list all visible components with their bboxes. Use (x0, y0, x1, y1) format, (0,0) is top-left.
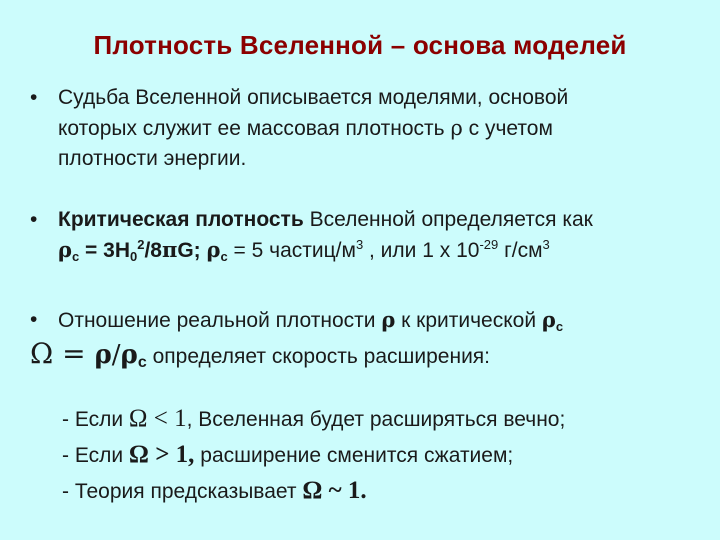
bullet1-line3: плотности энергии. (58, 147, 247, 170)
rho-symbol: ρ (94, 340, 112, 370)
omega-symbol: Ω (30, 337, 54, 370)
cases-list (62, 401, 565, 509)
slide-title: Плотность Вселенной – основа моделей (93, 30, 627, 60)
density-value: = 5 частиц/м (227, 239, 356, 262)
bullet-marker: • (30, 308, 38, 331)
density-unit: г/см (498, 239, 543, 262)
case-item-contraction (62, 437, 565, 473)
slash: / (111, 340, 121, 370)
formula-part: /8 (144, 239, 162, 262)
bullet-marker: • (30, 86, 38, 109)
bullet-marker: • (30, 208, 38, 231)
rho-symbol: ρ (120, 340, 138, 370)
superscript-3: 3 (355, 237, 364, 252)
rho-symbol: ρ (206, 237, 221, 262)
formula-part: = 3H (79, 239, 130, 262)
density-alt: , или 1 х 10 (363, 239, 480, 262)
rho-symbol: ρ (381, 307, 396, 332)
bullet3-line1: Отношение реальной плотности (58, 309, 382, 332)
case-text: расширение сменится сжатием; (194, 444, 514, 467)
bullet3-line1-mid: к критической (395, 309, 542, 332)
case-text: , Вселенная будет расширяться вечно; (186, 408, 566, 431)
rho-symbol: ρ (58, 237, 72, 262)
case-item-expand-forever (62, 401, 565, 437)
bullet-critical-density (30, 205, 690, 268)
exponent: -29 (479, 237, 499, 252)
equals-sign: = (53, 337, 95, 370)
case-prefix: - Если (62, 408, 129, 431)
superscript-2: 2 (137, 237, 145, 252)
omega-definition (30, 338, 710, 375)
critical-density-term: Критическая плотность (58, 208, 304, 231)
pi-symbol: π (161, 237, 178, 262)
bullet2-line1: Вселенной определяется как (303, 208, 593, 231)
superscript-3: 3 (542, 237, 550, 252)
rho-symbol: ρ (541, 307, 556, 332)
case-formula: Ω ~ 1. (302, 477, 367, 504)
case-prefix: - Теория предсказывает (62, 480, 303, 503)
bullet-density-ratio (30, 305, 690, 338)
subscript-c: c (555, 319, 564, 334)
bullet1-line1: Судьба Вселенной описывается моделями, основой (58, 86, 569, 109)
bullet1-line2: которых служит ее массовая плотность (58, 117, 451, 140)
case-formula: Ω > 1, (128, 441, 195, 468)
bullet1-line2-end: с учетом (462, 117, 553, 140)
subscript-0: 0 (129, 249, 138, 264)
case-formula: Ω < 1 (128, 405, 187, 432)
bullet-fate-of-universe (30, 83, 690, 174)
formula-part: G; (177, 239, 207, 262)
case-item-theory (62, 473, 565, 509)
rho-symbol: ρ (450, 116, 463, 140)
case-prefix: - Если (62, 444, 129, 467)
subscript-c: c (137, 354, 147, 371)
subscript-c: c (220, 249, 228, 264)
omega-description: определяет скорость расширения: (146, 345, 491, 368)
subscript-c: c (71, 249, 80, 264)
